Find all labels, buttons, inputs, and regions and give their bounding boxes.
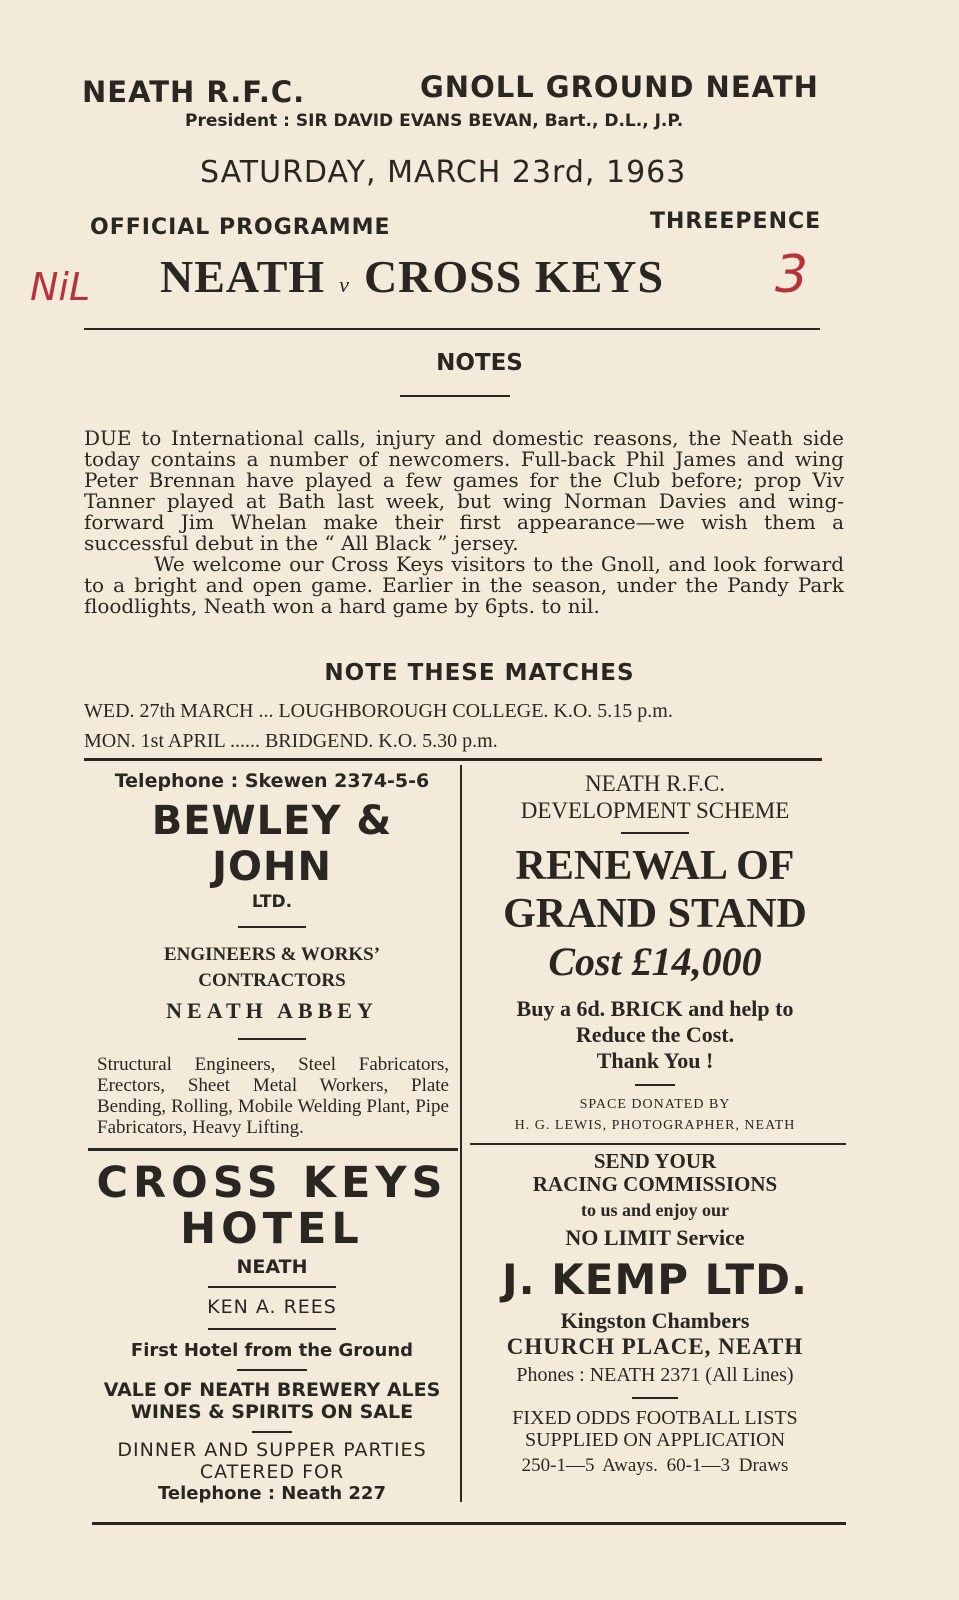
ad-divider: [632, 1397, 678, 1399]
away-team: CROSS KEYS: [363, 251, 665, 302]
ad-headline: GRAND STAND: [503, 891, 807, 937]
ad-address-line: CHURCH PLACE, NEATH: [506, 1334, 804, 1359]
ad-hotel-name: HOTEL: [180, 1204, 364, 1254]
ad-divider: [252, 1431, 292, 1433]
header-divider: [84, 328, 820, 330]
notes-title: NOTES: [436, 350, 523, 376]
ad-divider: [238, 926, 306, 928]
ad-phones: Phones : NEATH 2371 (All Lines): [516, 1364, 794, 1386]
ad-credit: H. G. LEWIS, PHOTOGRAPHER, NEATH: [514, 1118, 796, 1133]
official-programme-label: OFFICIAL PROGRAMME: [90, 215, 391, 240]
ad-divider: [208, 1286, 336, 1288]
match-date: SATURDAY, MARCH 23rd, 1963: [200, 155, 687, 190]
ad-trade-line: CONTRACTORS: [198, 970, 346, 991]
ad-development-scheme: [465, 770, 845, 1136]
ad-bewley-john: [85, 770, 459, 1138]
ad-owner: KEN A. REES: [207, 1296, 337, 1318]
ad-ales-line: VALE OF NEATH BREWERY ALES: [103, 1379, 441, 1401]
ads-top-divider: [84, 758, 822, 761]
programme-price: THREEPENCE: [650, 209, 822, 234]
notes-title-underline: [400, 395, 510, 397]
ad-appeal-line: Thank You !: [596, 1048, 714, 1073]
ad-ales-line: WINES & SPIRITS ON SALE: [130, 1401, 414, 1423]
ad-services: Structural Engineers, Steel Fabricators, Erectors, Sheet Metal Workers, Plate Bending, Rolling, Mobile Welding Plant, Pipe Fabricators, Heavy Lifting.: [97, 1054, 449, 1138]
ads-bottom-divider: [92, 1522, 846, 1525]
handwritten-home-score: NiL: [30, 265, 91, 309]
handwritten-away-score: 3: [775, 245, 809, 305]
ad-send-line: RACING COMMISSIONS: [532, 1172, 778, 1196]
ad-tagline: First Hotel from the Ground: [130, 1340, 414, 1361]
ad-telephone: Telephone : Skewen 2374-5-6: [114, 770, 430, 792]
ad-cost: Cost £14,000: [548, 939, 762, 984]
ground-name: GNOLL GROUND NEATH: [420, 70, 819, 104]
ad-company-suffix: LTD.: [251, 892, 293, 912]
ad-headline: RENEWAL OF: [515, 843, 795, 889]
fixture-item: MON. 1st APRIL ...... BRIDGEND. K.O. 5.30 p.m.: [84, 730, 498, 752]
ad-location: NEATH ABBEY: [166, 998, 378, 1023]
ad-send-line: SEND YOUR: [593, 1149, 717, 1173]
fixture-title: [160, 250, 664, 303]
ad-appeal-line: Reduce the Cost.: [575, 1022, 735, 1047]
home-team: NEATH: [160, 251, 326, 302]
ad-service-line: NO LIMIT Service: [565, 1225, 745, 1250]
ad-town: NEATH: [236, 1256, 308, 1278]
versus-mark: v: [339, 272, 350, 297]
ads-vertical-divider: [460, 765, 462, 1502]
notes-paragraph: DUE to International calls, injury and domestic reasons, the Neath side today contains a number of newcomers. Full-back Phil James and wing Peter Brennan have played a few games for the Club before; prop Viv Tanner played at Bath last week, but wing Norman Davies and wing-forward Jim Whelan make their first appearance—we wish them a successful debut in the “ All Black ” jersey.: [84, 426, 844, 555]
president-line: President : SIR DAVID EVANS BEVAN, Bart., D.L., J.P.: [185, 111, 684, 131]
ad-company-name: J. KEMP LTD.: [502, 1255, 808, 1304]
ad-company-name: BEWLEY & JOHN: [151, 798, 393, 890]
ad-credit: SPACE DONATED BY: [579, 1097, 731, 1112]
ad-divider: [621, 832, 689, 834]
ad-org-line: DEVELOPMENT SCHEME: [520, 798, 790, 823]
ad-divider: [208, 1328, 336, 1330]
ad-divider: [238, 1038, 306, 1040]
notes-body: [84, 428, 844, 617]
ad-invite-line: to us and enjoy our: [580, 1200, 730, 1220]
ad-divider: [635, 1084, 675, 1086]
ad-divider: [237, 1369, 307, 1371]
ad-dinner-line: DINNER AND SUPPER PARTIES: [117, 1439, 427, 1461]
ad-odds: 250-1—5 Aways. 60-1—3 Draws: [521, 1455, 789, 1476]
ads-left-middle-divider: [88, 1148, 458, 1151]
ad-dinner-line: CATERED FOR: [199, 1461, 345, 1483]
ad-fixed-odds-line: SUPPLIED ON APPLICATION: [524, 1429, 786, 1451]
ad-trade-line: ENGINEERS & WORKS’: [163, 944, 381, 965]
ad-hotel-name: CROSS KEYS: [96, 1158, 448, 1208]
notes-paragraph: We welcome our Cross Keys visitors to the Gnoll, and look forward to a bright and open game. Earlier in the season, under the Pandy Park floodlights, Neath won a hard game by 6pts. to nil.: [84, 552, 844, 618]
ad-fixed-odds-line: FIXED ODDS FOOTBALL LISTS: [512, 1407, 798, 1429]
ad-appeal-line: Buy a 6d. BRICK and help to: [516, 996, 794, 1021]
ad-org-line: NEATH R.F.C.: [584, 771, 725, 796]
ad-telephone: Telephone : Neath 227: [158, 1483, 386, 1504]
ad-cross-keys-hotel: [85, 1160, 459, 1504]
ad-j-kemp: [465, 1150, 845, 1477]
note-these-matches-title: NOTE THESE MATCHES: [324, 660, 635, 686]
club-name: NEATH R.F.C.: [82, 75, 306, 109]
fixture-item: WED. 27th MARCH ... LOUGHBOROUGH COLLEGE. K.O. 5.15 p.m.: [84, 700, 673, 722]
ads-right-middle-divider: [470, 1143, 846, 1145]
ad-address-line: Kingston Chambers: [560, 1308, 750, 1333]
